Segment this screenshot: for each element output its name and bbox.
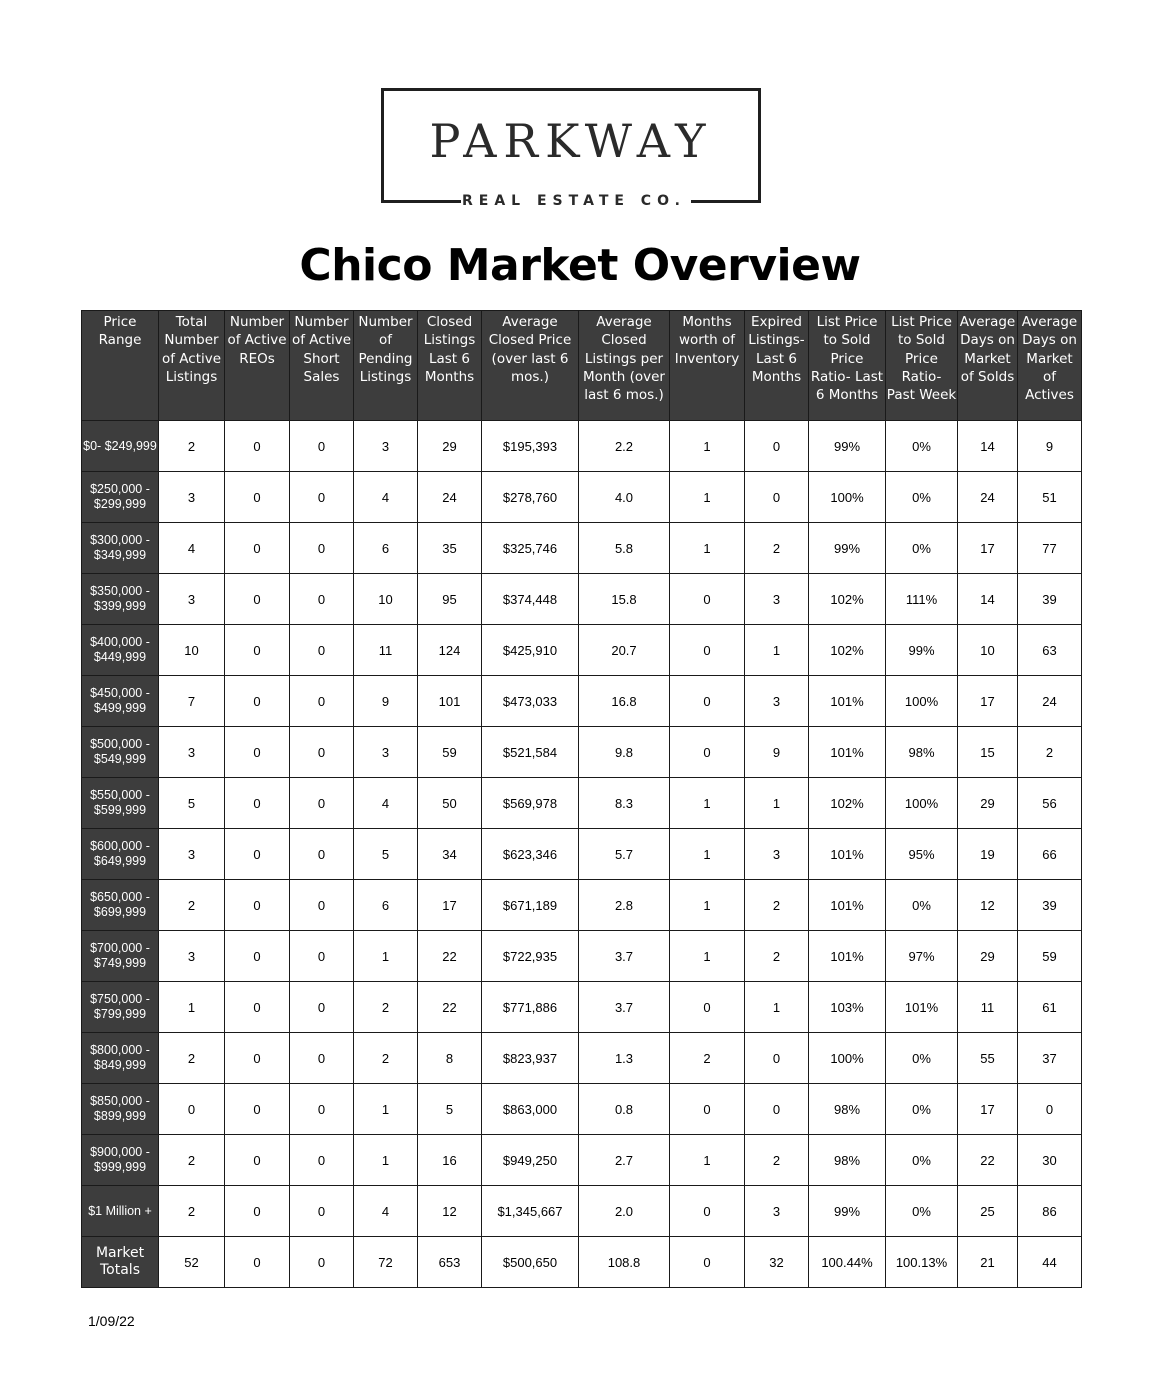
table-cell: 4	[159, 523, 225, 574]
column-header: Average Days on Market of Actives	[1018, 311, 1082, 421]
table-cell: 99%	[886, 625, 958, 676]
table-cell: 2	[745, 931, 809, 982]
table-cell: 0	[670, 982, 745, 1033]
table-cell: 5	[418, 1084, 482, 1135]
table-cell: 101%	[886, 982, 958, 1033]
table-cell: 101%	[809, 931, 886, 982]
page-title: Chico Market Overview	[299, 240, 861, 291]
table-cell: 0	[225, 523, 290, 574]
table-row	[82, 778, 1082, 829]
table-cell: 0	[290, 829, 354, 880]
table-cell: 5	[354, 829, 418, 880]
table-cell: 4	[354, 778, 418, 829]
price-range-cell: $450,000 - $499,999	[82, 676, 159, 727]
table-cell: 3	[354, 727, 418, 778]
table-cell: 0	[225, 982, 290, 1033]
table-cell: 0	[290, 778, 354, 829]
table-cell: 0	[225, 880, 290, 931]
table-cell: 0%	[886, 1186, 958, 1237]
table-cell: 0%	[886, 1135, 958, 1186]
table-cell: 102%	[809, 778, 886, 829]
table-cell: 1	[670, 931, 745, 982]
price-range-cell: $400,000 - $449,999	[82, 625, 159, 676]
price-range-cell: $800,000 - $849,999	[82, 1033, 159, 1084]
price-range-cell: $750,000 - $799,999	[82, 982, 159, 1033]
table-cell: 3	[159, 472, 225, 523]
table-cell: 0	[290, 523, 354, 574]
table-cell: 0	[290, 1237, 354, 1288]
table-cell: 25	[958, 1186, 1018, 1237]
table-cell: 2	[745, 1135, 809, 1186]
table-body	[82, 421, 1082, 1288]
table-cell: 95%	[886, 829, 958, 880]
table-cell: $500,650	[482, 1237, 579, 1288]
table-cell: 0%	[886, 880, 958, 931]
table-cell: $671,189	[482, 880, 579, 931]
table-cell: 0	[670, 1084, 745, 1135]
table-row	[82, 676, 1082, 727]
price-range-cell: $250,000 - $299,999	[82, 472, 159, 523]
table-cell: 10	[354, 574, 418, 625]
table-cell: 2	[1018, 727, 1082, 778]
table-cell: 0	[225, 1033, 290, 1084]
market-overview-table	[81, 310, 1082, 1288]
table-cell: 0	[225, 727, 290, 778]
table-cell: 5.7	[579, 829, 670, 880]
table-cell: 2	[159, 421, 225, 472]
table-cell: 6	[354, 523, 418, 574]
logo-frame-bottom-left	[381, 200, 461, 203]
table-cell: 1	[670, 1135, 745, 1186]
table-cell: 99%	[809, 1186, 886, 1237]
table-cell: 100.44%	[809, 1237, 886, 1288]
table-cell: 95	[418, 574, 482, 625]
column-header: Price Range	[82, 311, 159, 421]
table-cell: 22	[958, 1135, 1018, 1186]
table-cell: 0	[745, 1084, 809, 1135]
table-cell: 102%	[809, 625, 886, 676]
table-cell: 1	[670, 829, 745, 880]
column-header: Average Closed Price (over last 6 mos.)	[482, 311, 579, 421]
table-cell: 0	[290, 574, 354, 625]
table-cell: 9	[745, 727, 809, 778]
table-cell: 0	[290, 982, 354, 1033]
table-cell: 37	[1018, 1033, 1082, 1084]
table-cell: 51	[1018, 472, 1082, 523]
table-row	[82, 574, 1082, 625]
table-cell: 19	[958, 829, 1018, 880]
table-cell: 0	[225, 421, 290, 472]
table-row	[82, 1033, 1082, 1084]
table-cell: 17	[958, 523, 1018, 574]
table-cell: 100%	[886, 778, 958, 829]
table-cell: 99%	[809, 421, 886, 472]
column-header: Number of Pending Listings	[354, 311, 418, 421]
table-cell: 9	[354, 676, 418, 727]
table-cell: $771,886	[482, 982, 579, 1033]
table-cell: 10	[958, 625, 1018, 676]
table-cell: 0%	[886, 1033, 958, 1084]
table-cell: $863,000	[482, 1084, 579, 1135]
table-cell: 6	[354, 880, 418, 931]
table-row	[82, 829, 1082, 880]
table-cell: 2.2	[579, 421, 670, 472]
table-row	[82, 523, 1082, 574]
table-cell: 29	[958, 931, 1018, 982]
table-cell: 12	[958, 880, 1018, 931]
table-cell: 77	[1018, 523, 1082, 574]
table-cell: 0	[225, 829, 290, 880]
logo-frame-bottom-right	[691, 200, 761, 203]
table-cell: 1	[745, 625, 809, 676]
table-cell: 7	[159, 676, 225, 727]
table-cell: 100%	[809, 472, 886, 523]
table-cell: 0	[225, 472, 290, 523]
table-cell: 653	[418, 1237, 482, 1288]
table-cell: 72	[354, 1237, 418, 1288]
table-cell: 24	[958, 472, 1018, 523]
table-cell: $623,346	[482, 829, 579, 880]
table-cell: 98%	[809, 1084, 886, 1135]
table-cell: 24	[418, 472, 482, 523]
table-cell: $195,393	[482, 421, 579, 472]
table-cell: 10	[159, 625, 225, 676]
table-cell: 1	[354, 931, 418, 982]
table-cell: 30	[1018, 1135, 1082, 1186]
table-cell: 99%	[809, 523, 886, 574]
table-row	[82, 421, 1082, 472]
table-cell: 11	[958, 982, 1018, 1033]
table-cell: 101%	[809, 727, 886, 778]
table-cell: 55	[958, 1033, 1018, 1084]
price-range-cell: $0- $249,999	[82, 421, 159, 472]
table-cell: $425,910	[482, 625, 579, 676]
column-header: Average Days on Market of Solds	[958, 311, 1018, 421]
table-cell: 4.0	[579, 472, 670, 523]
table-cell: 35	[418, 523, 482, 574]
table-cell: 101%	[809, 829, 886, 880]
table-cell: 8.3	[579, 778, 670, 829]
table-header-row	[82, 311, 1082, 421]
table-cell: 0	[290, 931, 354, 982]
table-cell: 8	[418, 1033, 482, 1084]
table-cell: 9.8	[579, 727, 670, 778]
table-cell: 0	[290, 1186, 354, 1237]
table-cell: 24	[1018, 676, 1082, 727]
table-cell: 14	[958, 421, 1018, 472]
table-cell: 102%	[809, 574, 886, 625]
table-cell: 0	[670, 574, 745, 625]
table-cell: 59	[1018, 931, 1082, 982]
table-cell: $722,935	[482, 931, 579, 982]
table-cell: 20.7	[579, 625, 670, 676]
table-cell: 0%	[886, 523, 958, 574]
table-cell: 4	[354, 472, 418, 523]
table-cell: 2	[670, 1033, 745, 1084]
table-cell: 22	[418, 982, 482, 1033]
table-row	[82, 982, 1082, 1033]
table-cell: 0	[290, 1033, 354, 1084]
table-cell: 0	[290, 421, 354, 472]
table-cell: 3.7	[579, 982, 670, 1033]
table-cell: 0	[1018, 1084, 1082, 1135]
company-logo	[381, 88, 761, 209]
table-cell: 2.8	[579, 880, 670, 931]
table-cell: 97%	[886, 931, 958, 982]
table-cell: $569,978	[482, 778, 579, 829]
table-cell: 3.7	[579, 931, 670, 982]
table-cell: 0	[670, 676, 745, 727]
table-cell: 0	[290, 880, 354, 931]
table-cell: 34	[418, 829, 482, 880]
table-cell: 2	[159, 880, 225, 931]
table-cell: 98%	[809, 1135, 886, 1186]
table-cell: 5.8	[579, 523, 670, 574]
totals-row	[82, 1237, 1082, 1288]
table-cell: 101%	[809, 880, 886, 931]
table-cell: 2	[159, 1033, 225, 1084]
table-cell: $325,746	[482, 523, 579, 574]
table-cell: 3	[745, 574, 809, 625]
table-cell: 3	[159, 931, 225, 982]
table-cell: 39	[1018, 574, 1082, 625]
table-cell: 17	[958, 676, 1018, 727]
table-cell: 2	[354, 1033, 418, 1084]
column-header: Months worth of Inventory	[670, 311, 745, 421]
logo-tagline: REAL ESTATE CO.	[461, 193, 686, 209]
price-range-cell: $700,000 - $749,999	[82, 931, 159, 982]
table-cell: 0	[225, 1135, 290, 1186]
table-cell: 1	[670, 472, 745, 523]
table-cell: 108.8	[579, 1237, 670, 1288]
table-cell: 11	[354, 625, 418, 676]
table-cell: 1	[159, 982, 225, 1033]
table-cell: 52	[159, 1237, 225, 1288]
table-cell: 9	[1018, 421, 1082, 472]
table-row	[82, 1084, 1082, 1135]
table-cell: 0	[290, 727, 354, 778]
table-cell: 0	[225, 1186, 290, 1237]
price-range-cell: $550,000 - $599,999	[82, 778, 159, 829]
column-header: Number of Active REOs	[225, 311, 290, 421]
table-cell: 15	[958, 727, 1018, 778]
table-cell: 17	[958, 1084, 1018, 1135]
table-cell: 0	[225, 574, 290, 625]
column-header: List Price to Sold Price Ratio- Past Week	[886, 311, 958, 421]
column-header: Average Closed Listings per Month (over last 6 mos.)	[579, 311, 670, 421]
table-cell: 98%	[886, 727, 958, 778]
table-cell: 1	[354, 1135, 418, 1186]
price-range-cell: $650,000 - $699,999	[82, 880, 159, 931]
table-cell: 1.3	[579, 1033, 670, 1084]
table-cell: 0	[670, 625, 745, 676]
price-range-cell: $600,000 - $649,999	[82, 829, 159, 880]
table-cell: 0%	[886, 1084, 958, 1135]
table-row	[82, 625, 1082, 676]
table-cell: 0	[225, 625, 290, 676]
table-cell: 0	[745, 1033, 809, 1084]
table-cell: 0	[290, 1135, 354, 1186]
table-cell: 103%	[809, 982, 886, 1033]
report-date: 1/09/22	[88, 1313, 135, 1329]
column-header: Closed Listings Last 6 Months	[418, 311, 482, 421]
table-cell: 3	[745, 1186, 809, 1237]
table-cell: 3	[159, 574, 225, 625]
table-cell: $278,760	[482, 472, 579, 523]
table-cell: 0%	[886, 472, 958, 523]
table-cell: $521,584	[482, 727, 579, 778]
table-cell: 0	[745, 472, 809, 523]
price-range-cell: $850,000 - $899,999	[82, 1084, 159, 1135]
table-cell: 14	[958, 574, 1018, 625]
table-cell: 15.8	[579, 574, 670, 625]
column-header: List Price to Sold Price Ratio- Last 6 Months	[809, 311, 886, 421]
table-cell: 3	[745, 829, 809, 880]
table-cell: 12	[418, 1186, 482, 1237]
table-cell: 100.13%	[886, 1237, 958, 1288]
table-cell: 0	[225, 931, 290, 982]
table-cell: 22	[418, 931, 482, 982]
table-cell: 0	[745, 421, 809, 472]
table-cell: 2.7	[579, 1135, 670, 1186]
table-cell: 2	[354, 982, 418, 1033]
table-cell: $1,345,667	[482, 1186, 579, 1237]
table-cell: 0	[225, 778, 290, 829]
table-cell: $473,033	[482, 676, 579, 727]
table-cell: 0	[225, 1084, 290, 1135]
table-cell: 50	[418, 778, 482, 829]
table-cell: 1	[354, 1084, 418, 1135]
table-cell: 0.8	[579, 1084, 670, 1135]
table-cell: 124	[418, 625, 482, 676]
table-cell: 44	[1018, 1237, 1082, 1288]
table-cell: $823,937	[482, 1033, 579, 1084]
table-cell: 3	[745, 676, 809, 727]
price-range-cell: Market Totals	[82, 1237, 159, 1288]
logo-wordmark: PARKWAY	[429, 114, 713, 168]
table-cell: $949,250	[482, 1135, 579, 1186]
table-cell: 0	[670, 1186, 745, 1237]
table-cell: 4	[354, 1186, 418, 1237]
table-cell: 21	[958, 1237, 1018, 1288]
table-row	[82, 931, 1082, 982]
table-cell: 66	[1018, 829, 1082, 880]
column-header: Number of Active Short Sales	[290, 311, 354, 421]
table-cell: 0%	[886, 421, 958, 472]
table-cell: 1	[670, 523, 745, 574]
table-cell: 1	[745, 982, 809, 1033]
table-cell: 17	[418, 880, 482, 931]
table-cell: 0	[225, 676, 290, 727]
table-cell: 0	[290, 1084, 354, 1135]
column-header: Total Number of Active Listings	[159, 311, 225, 421]
table-cell: 5	[159, 778, 225, 829]
table-cell: 1	[670, 880, 745, 931]
table-cell: 101%	[809, 676, 886, 727]
table-cell: 16.8	[579, 676, 670, 727]
table-cell: 3	[159, 829, 225, 880]
price-range-cell: $350,000 - $399,999	[82, 574, 159, 625]
table-cell: 59	[418, 727, 482, 778]
price-range-cell: $900,000 - $999,999	[82, 1135, 159, 1186]
table-cell: $374,448	[482, 574, 579, 625]
table-cell: 2	[159, 1135, 225, 1186]
table-cell: 3	[159, 727, 225, 778]
table-row	[82, 880, 1082, 931]
table-cell: 1	[745, 778, 809, 829]
table-row	[82, 727, 1082, 778]
price-range-cell: $500,000 - $549,999	[82, 727, 159, 778]
table-cell: 86	[1018, 1186, 1082, 1237]
table-cell: 0	[159, 1084, 225, 1135]
table-cell: 0	[290, 676, 354, 727]
table-cell: 0	[225, 1237, 290, 1288]
table-cell: 56	[1018, 778, 1082, 829]
table-cell: 100%	[886, 676, 958, 727]
table-cell: 61	[1018, 982, 1082, 1033]
table-cell: 2.0	[579, 1186, 670, 1237]
table-cell: 100%	[809, 1033, 886, 1084]
table-cell: 2	[745, 523, 809, 574]
table-cell: 29	[958, 778, 1018, 829]
table-cell: 1	[670, 778, 745, 829]
table-cell: 3	[354, 421, 418, 472]
table-cell: 39	[1018, 880, 1082, 931]
table-row	[82, 1186, 1082, 1237]
table-cell: 0	[290, 472, 354, 523]
table-row	[82, 1135, 1082, 1186]
table-cell: 0	[670, 1237, 745, 1288]
price-range-cell: $300,000 - $349,999	[82, 523, 159, 574]
table-cell: 0	[290, 625, 354, 676]
table-cell: 101	[418, 676, 482, 727]
price-range-cell: $1 Million +	[82, 1186, 159, 1237]
column-header: Expired Listings- Last 6 Months	[745, 311, 809, 421]
table-cell: 2	[745, 880, 809, 931]
table-cell: 16	[418, 1135, 482, 1186]
table-row	[82, 472, 1082, 523]
table-cell: 63	[1018, 625, 1082, 676]
table-cell: 1	[670, 421, 745, 472]
table-cell: 2	[159, 1186, 225, 1237]
table-cell: 0	[670, 727, 745, 778]
table-cell: 32	[745, 1237, 809, 1288]
table-cell: 111%	[886, 574, 958, 625]
table-cell: 29	[418, 421, 482, 472]
